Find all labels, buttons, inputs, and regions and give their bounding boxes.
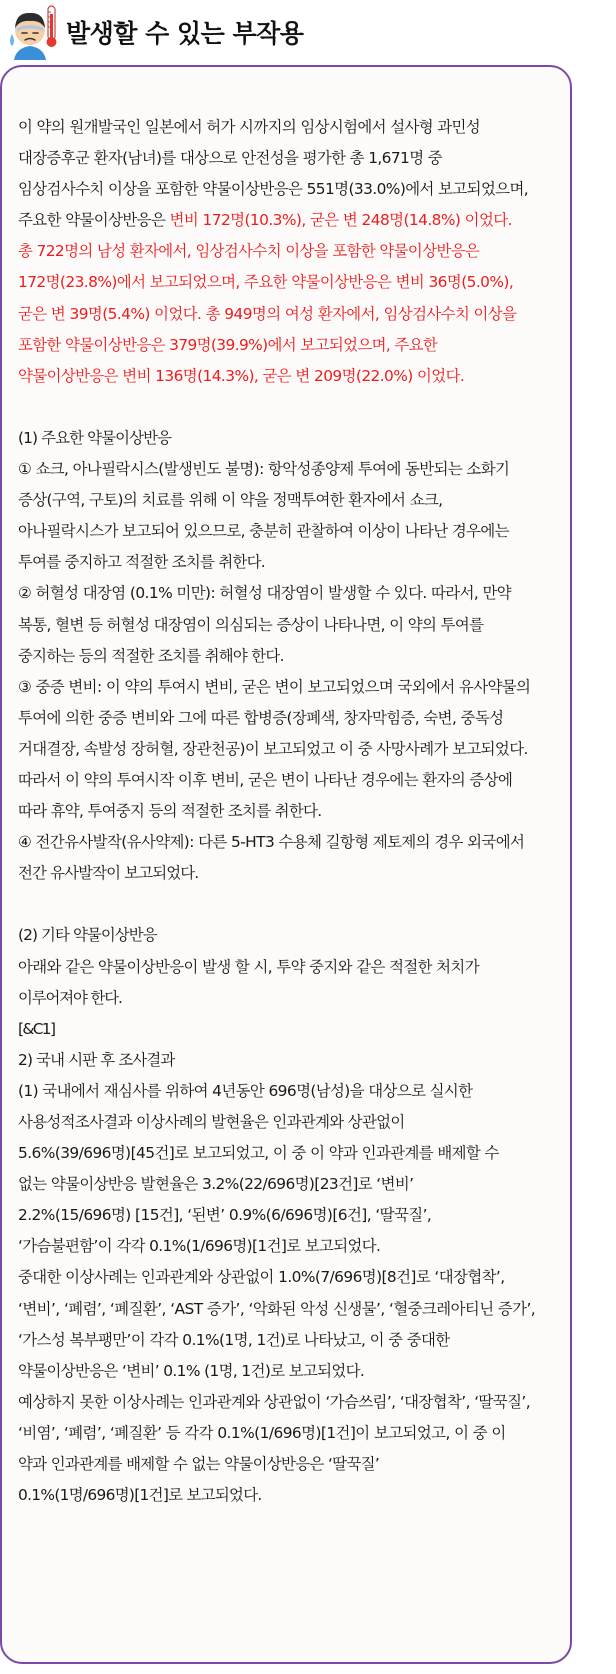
line-text: ① 쇼크, 아나필락시스(발생빈도 불명): 항악성종양제 투여에 동반되는 소화기 xyxy=(18,460,510,479)
line-text: 예상하지 못한 이상사례는 인과관계와 상관없이 ‘가슴쓰림’, ‘대장협착’, ‘딸꾹질’, xyxy=(18,1392,531,1411)
text-line xyxy=(18,734,564,765)
text-line xyxy=(18,796,564,827)
line-text: 따라 휴약, 투여중지 등의 적절한 조치를 취한다. xyxy=(18,802,322,821)
text-line xyxy=(18,299,564,330)
text-line xyxy=(18,920,564,951)
text-line xyxy=(18,267,564,298)
page-title: 발생할 수 있는 부작용 xyxy=(66,19,304,48)
text-line xyxy=(18,1169,564,1200)
line-text: ‘변비’, ‘폐렴’, ‘폐질환’, ‘AST 증가’, ‘악화된 악성 신생물’, ‘혈중크레아티닌 증가’, xyxy=(18,1299,536,1318)
line-text: ③ 중증 변비: 이 약의 투여시 변비, 굳은 변이 보고되었으며 국외에서 유사약물의 xyxy=(18,677,531,696)
side-effects-text xyxy=(18,112,564,1511)
line-text: 이루어져야 한다. xyxy=(18,988,122,1007)
text-line xyxy=(18,143,564,174)
text-line xyxy=(18,1480,564,1511)
line-text: 투여를 중지하고 적절한 조치를 취한다. xyxy=(18,553,265,572)
text-line xyxy=(18,1138,564,1169)
line-text: 복통, 혈변 등 허혈성 대장염이 의심되는 증상이 나타나면, 이 약의 투여를 xyxy=(18,615,484,634)
text-line xyxy=(18,1014,564,1045)
line-text: [&C1] xyxy=(18,1019,55,1038)
line-text: 약물이상반응은 ‘변비’ 0.1% (1명, 1건)로 보고되었다. xyxy=(18,1361,365,1380)
text-line xyxy=(18,1200,564,1231)
sick-person-thermometer-icon xyxy=(6,4,60,60)
section-header xyxy=(6,2,303,62)
text-line xyxy=(18,112,564,143)
line-text: 없는 약물이상반응 발현율은 3.2%(22/696명)[23건]로 ‘변비’ xyxy=(18,1175,414,1194)
line-text: 임상검사수치 이상을 포함한 약물이상반응은 551명(33.0%)에서 보고되었으며, xyxy=(18,180,529,199)
text-line xyxy=(18,641,564,672)
line-text: 아나필락시스가 보고되어 있으므로, 충분히 관찰하여 이상이 나타난 경우에는 xyxy=(18,522,509,541)
line-highlight-text: 변비 172명(10.3%), 굳은 변 248명(14.8%) 이었다. xyxy=(169,211,512,230)
line-text: ‘가슴불편함’이 각각 0.1%(1/696명)[1건]로 보고되었다. xyxy=(18,1237,381,1256)
line-text: 투여에 의한 중증 변비와 그에 따른 합병증(장폐색, 창자막힘증, 숙변, 중독성 xyxy=(18,708,504,727)
text-line xyxy=(18,1356,564,1387)
line-text: ‘가스성 복부팽만’이 각각 0.1%(1명, 1건)로 나타났고, 이 중 중대한 xyxy=(18,1330,450,1349)
text-line xyxy=(18,1107,564,1138)
line-text: 2) 국내 시판 후 조사결과 xyxy=(18,1050,175,1069)
line-text: 주요한 약물이상반응은 xyxy=(18,211,170,230)
line-text: 2.2%(15/696명) [15건], ‘된변’ 0.9%(6/696명)[6건], ‘딸꾹질’, xyxy=(18,1206,432,1225)
line-text: 중대한 이상사례는 인과관계와 상관없이 1.0%(7/696명)[8건]로 ‘대장협착’, xyxy=(18,1268,505,1287)
text-line xyxy=(18,1076,564,1107)
line-text: (1) 국내에서 재심사를 위하여 4년동안 696명(남성)을 대상으로 실시한 xyxy=(18,1081,473,1100)
line-text: 굳은 변 39명(5.4%) 이었다. 총 949명의 여성 환자에서, 임상검사수치 이상을 xyxy=(18,304,517,323)
text-line xyxy=(18,485,564,516)
line-text: 전간 유사발작이 보고되었다. xyxy=(18,864,199,883)
text-line xyxy=(18,423,564,454)
line-text: 이 약의 원개발국인 일본에서 허가 시까지의 임상시험에서 설사형 과민성 xyxy=(18,118,481,136)
line-text: ‘비염’, ‘폐렴’, ‘폐질환’ 등 각각 0.1%(1/696명)[1건]이 보고되었고, 이 중 이 xyxy=(18,1423,506,1442)
text-line xyxy=(18,952,564,983)
line-text: 172명(23.8%)에서 보고되었으며, 주요한 약물이상반응은 변비 36명(5.0%), xyxy=(18,273,514,292)
blank-line xyxy=(18,392,564,423)
text-line xyxy=(18,1294,564,1325)
text-line xyxy=(18,1418,564,1449)
line-text: (1) 주요한 약물이상반응 xyxy=(18,428,172,447)
text-line xyxy=(18,1387,564,1418)
line-text: 사용성적조사결과 이상사례의 발현율은 인과관계와 상관없이 xyxy=(18,1113,405,1131)
line-text: (2) 기타 약물이상반응 xyxy=(18,926,157,945)
line-text: 아래와 같은 약물이상반응이 발생 할 시, 투약 중지와 같은 적절한 처치가 xyxy=(18,957,479,976)
text-line xyxy=(18,454,564,485)
line-text: 중지하는 등의 적절한 조치를 취해야 한다. xyxy=(18,646,284,665)
text-line xyxy=(18,1325,564,1356)
line-text: 따라서 이 약의 투여시작 이후 변비, 굳은 변이 나타난 경우에는 환자의 증상에 xyxy=(18,770,513,789)
line-text: 거대결장, 속발성 장허혈, 장관천공)이 보고되었고 이 중 사망사례가 보고되었다. xyxy=(18,739,528,758)
line-text: 포함한 약물이상반응은 379명(39.9%)에서 보고되었으며, 주요한 xyxy=(18,335,438,354)
text-line xyxy=(18,827,564,858)
line-text: ④ 전간유사발작(유사약제): 다른 5-HT3 수용체 길항형 제토제의 경우 외국에서 xyxy=(18,833,525,852)
text-line xyxy=(18,174,564,205)
line-text: 대장증후군 환자(남녀)를 대상으로 안전성을 평가한 총 1,671명 중 xyxy=(18,149,443,168)
text-line xyxy=(18,205,564,236)
text-line xyxy=(18,672,564,703)
text-line xyxy=(18,330,564,361)
line-text: 0.1%(1명/696명)[1건]로 보고되었다. xyxy=(18,1486,262,1505)
line-text: 증상(구역, 구토)의 치료를 위해 이 약을 정맥투여한 환자에서 쇼크, xyxy=(18,491,443,510)
text-line xyxy=(18,703,564,734)
text-line xyxy=(18,1262,564,1293)
line-text: ② 허혈성 대장염 (0.1% 미만): 허혈성 대장염이 발생할 수 있다. 따라서, 만약 xyxy=(18,584,512,603)
text-line xyxy=(18,858,564,889)
text-line xyxy=(18,1045,564,1076)
text-line xyxy=(18,765,564,796)
text-line xyxy=(18,547,564,578)
text-line xyxy=(18,578,564,609)
text-line xyxy=(18,1231,564,1262)
text-line xyxy=(18,1449,564,1480)
line-text: 약물이상반응은 변비 136명(14.3%), 굳은 변 209명(22.0%) 이었다. xyxy=(18,366,465,385)
text-line xyxy=(18,516,564,547)
text-line xyxy=(18,236,564,267)
text-line xyxy=(18,361,564,392)
line-text: 5.6%(39/696명)[45건]로 보고되었고, 이 중 이 약과 인과관계를 배제할 수 xyxy=(18,1144,499,1163)
line-text: 총 722명의 남성 환자에서, 임상검사수치 이상을 포함한 약물이상반응은 xyxy=(18,242,480,261)
text-line xyxy=(18,610,564,641)
text-line xyxy=(18,983,564,1014)
line-text: 약과 인과관계를 배제할 수 없는 약물이상반응은 ‘딸꾹질’ xyxy=(18,1455,380,1474)
blank-line xyxy=(18,889,564,920)
